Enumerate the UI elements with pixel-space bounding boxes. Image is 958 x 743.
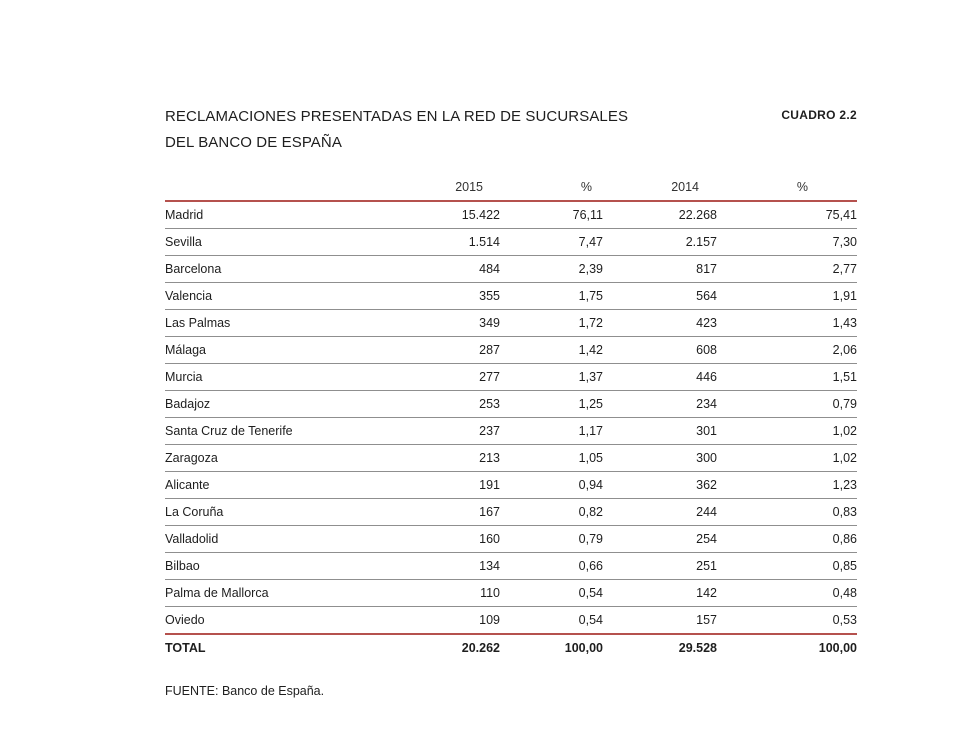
total-value-2014: 29.528 [678, 641, 717, 655]
pct-2014: 2,06 [717, 337, 857, 364]
table-row [165, 337, 857, 364]
table-row [165, 445, 857, 472]
pct-2015: 1,05 [500, 445, 603, 472]
pct-2015: 1,37 [500, 364, 603, 391]
table-row [165, 607, 857, 635]
pct-2015: 1,42 [500, 337, 603, 364]
table-body [165, 201, 857, 661]
row-label: Bilbao [165, 553, 395, 580]
value-2015: 277 [395, 364, 500, 391]
table-row [165, 553, 857, 580]
value-2015: 167 [395, 499, 500, 526]
claims-table [165, 174, 857, 661]
pct-2014: 1,51 [717, 364, 857, 391]
table-title-block [165, 104, 857, 156]
header-2015: 2015 [395, 174, 500, 201]
value-2014: 362 [603, 472, 717, 499]
pct-2015: 0,54 [500, 580, 603, 607]
row-label: Barcelona [165, 256, 395, 283]
value-2015: 484 [395, 256, 500, 283]
table-row [165, 201, 857, 229]
pct-2014: 0,83 [717, 499, 857, 526]
total-value-2015: 20.262 [461, 641, 500, 655]
pct-2014: 0,79 [717, 391, 857, 418]
pct-2014: 0,48 [717, 580, 857, 607]
table-row [165, 418, 857, 445]
total-pct-2014: 100,00 [818, 641, 857, 655]
header-label [165, 174, 395, 201]
total-row-label: TOTAL [165, 641, 206, 655]
row-label: Sevilla [165, 229, 395, 256]
pct-2014: 1,23 [717, 472, 857, 499]
value-2015: 237 [395, 418, 500, 445]
row-label: Madrid [165, 201, 395, 229]
value-2014: 564 [603, 283, 717, 310]
row-label: Santa Cruz de Tenerife [165, 418, 395, 445]
pct-2014: 1,43 [717, 310, 857, 337]
pct-2014: 0,85 [717, 553, 857, 580]
pct-2014: 7,30 [717, 229, 857, 256]
value-2014: 817 [603, 256, 717, 283]
pct-2015: 76,11 [500, 201, 603, 229]
value-2014: 157 [603, 607, 717, 635]
value-2014: 446 [603, 364, 717, 391]
pct-2015: 1,75 [500, 283, 603, 310]
pct-2015: 1,72 [500, 310, 603, 337]
pct-2015: 1,25 [500, 391, 603, 418]
row-label: Palma de Mallorca [165, 580, 395, 607]
row-label: Murcia [165, 364, 395, 391]
source-note: FUENTE: Banco de España. [165, 684, 325, 698]
row-label: La Coruña [165, 499, 395, 526]
table-row [165, 580, 857, 607]
value-2015: 109 [395, 607, 500, 635]
table-row [165, 391, 857, 418]
row-label: Las Palmas [165, 310, 395, 337]
pct-2014: 1,02 [717, 445, 857, 472]
table-total-row [165, 634, 857, 661]
pct-2015: 7,47 [500, 229, 603, 256]
value-2015: 287 [395, 337, 500, 364]
table-title-line-1: RECLAMACIONES PRESENTADAS EN LA RED DE SUCURSALES [165, 108, 629, 125]
pct-2015: 0,66 [500, 553, 603, 580]
table-row [165, 364, 857, 391]
value-2014: 423 [603, 310, 717, 337]
value-2014: 300 [603, 445, 717, 472]
value-2015: 1.514 [395, 229, 500, 256]
pct-2015: 1,17 [500, 418, 603, 445]
row-label: Zaragoza [165, 445, 395, 472]
header-2014: 2014 [603, 174, 717, 201]
pct-2015: 0,79 [500, 526, 603, 553]
table-row [165, 472, 857, 499]
table-row [165, 526, 857, 553]
value-2015: 253 [395, 391, 500, 418]
value-2014: 2.157 [603, 229, 717, 256]
value-2014: 254 [603, 526, 717, 553]
value-2015: 160 [395, 526, 500, 553]
header-pct-2014: % [717, 174, 857, 201]
value-2014: 142 [603, 580, 717, 607]
value-2014: 244 [603, 499, 717, 526]
total-pct-2015: 100,00 [564, 641, 603, 655]
pct-2014: 2,77 [717, 256, 857, 283]
pct-2015: 2,39 [500, 256, 603, 283]
value-2014: 22.268 [603, 201, 717, 229]
table-header-row [165, 174, 857, 201]
row-label: Valencia [165, 283, 395, 310]
value-2015: 355 [395, 283, 500, 310]
row-label: Badajoz [165, 391, 395, 418]
table-number-label: CUADRO 2.2 [781, 108, 857, 122]
pct-2014: 0,53 [717, 607, 857, 635]
value-2015: 134 [395, 553, 500, 580]
pct-2014: 75,41 [717, 201, 857, 229]
value-2015: 349 [395, 310, 500, 337]
value-2015: 191 [395, 472, 500, 499]
pct-2015: 0,82 [500, 499, 603, 526]
row-label: Oviedo [165, 607, 395, 635]
value-2015: 110 [395, 580, 500, 607]
pct-2015: 0,94 [500, 472, 603, 499]
row-label: Málaga [165, 337, 395, 364]
value-2015: 15.422 [395, 201, 500, 229]
pct-2014: 1,02 [717, 418, 857, 445]
value-2014: 608 [603, 337, 717, 364]
header-pct-2015: % [500, 174, 603, 201]
value-2014: 251 [603, 553, 717, 580]
table-row [165, 310, 857, 337]
table-row [165, 229, 857, 256]
value-2014: 234 [603, 391, 717, 418]
value-2014: 301 [603, 418, 717, 445]
row-label: Valladolid [165, 526, 395, 553]
table-row [165, 283, 857, 310]
pct-2015: 0,54 [500, 607, 603, 635]
value-2015: 213 [395, 445, 500, 472]
row-label: Alicante [165, 472, 395, 499]
table-row [165, 256, 857, 283]
table-row [165, 499, 857, 526]
pct-2014: 0,86 [717, 526, 857, 553]
pct-2014: 1,91 [717, 283, 857, 310]
table-title-line-2: DEL BANCO DE ESPAÑA [165, 134, 342, 151]
